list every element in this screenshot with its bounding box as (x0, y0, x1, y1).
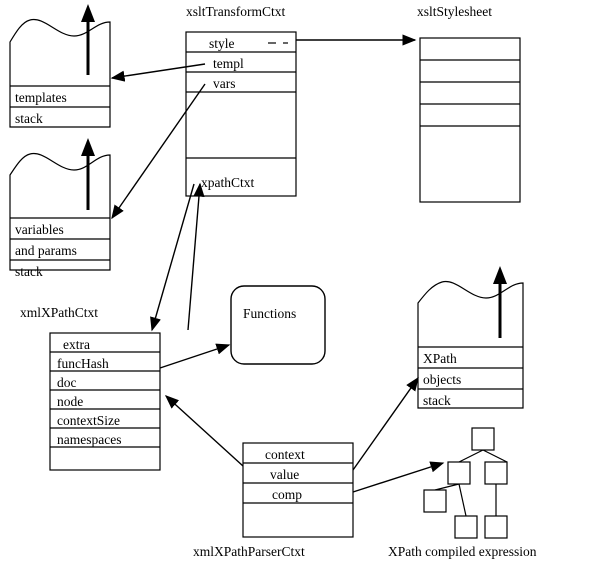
templates-stack-shape (10, 4, 110, 127)
title-xml-xpath-ctxt: xmlXPathCtxt (20, 305, 99, 320)
connector-context-to-xmlxpathctxt (166, 396, 243, 466)
title-xslt-stylesheet: xsltStylesheet (417, 4, 492, 19)
connector-comp-to-tree (353, 463, 443, 492)
xpath-compiled-expression-shape (424, 428, 507, 538)
title-xpath-compiled-expression: XPath compiled expression (388, 544, 537, 559)
xml-xpath-parser-ctxt-row-value: value (270, 467, 300, 482)
xml-xpath-ctxt-row-doc: doc (57, 375, 77, 390)
functions-box-label: Functions (243, 306, 297, 321)
connector-xpathctxt-to-xmlxpathctxt (152, 184, 200, 330)
xslt-transform-ctxt-row-style: style (209, 36, 235, 51)
xml-xpath-ctxt-row-namespaces: namespaces (57, 432, 122, 447)
connector-value-to-xpath-objects-stack (353, 378, 418, 470)
variables-stack-row-and-params: and params (15, 243, 77, 258)
variables-stack-row-stack: stack (15, 264, 43, 279)
xslt-transform-ctxt-row-templ: templ (213, 56, 244, 71)
templates-stack-row-templates: templates (15, 90, 67, 105)
functions-box-shape (231, 286, 325, 364)
xml-xpath-parser-ctxt-row-comp: comp (272, 487, 302, 502)
variables-stack-row-variables: variables (15, 222, 64, 237)
templates-stack-row-stack: stack (15, 111, 43, 126)
xslt-stylesheet-shape (420, 38, 520, 202)
xml-xpath-parser-ctxt-row-context: context (265, 447, 305, 462)
connector-funchash-to-functions (160, 345, 229, 368)
xslt-transform-ctxt-row-xpathctxt: xpathCtxt (201, 175, 255, 190)
xpath-objects-stack-row-stack: stack (423, 393, 451, 408)
xml-xpath-ctxt-row-funchash: funcHash (57, 356, 109, 371)
title-xml-xpath-parser-ctxt: xmlXPathParserCtxt (193, 544, 305, 559)
xml-xpath-ctxt-row-contextsize: contextSize (57, 413, 120, 428)
xml-xpath-ctxt-row-node: node (57, 394, 84, 409)
xpath-objects-stack-row-objects: objects (423, 372, 462, 387)
xpath-objects-stack-row-xpath: XPath (423, 351, 457, 366)
xml-xpath-ctxt-row-extra: extra (63, 337, 90, 352)
xslt-transform-ctxt-row-vars: vars (213, 76, 236, 91)
title-xslt-transform-ctxt: xsltTransformCtxt (186, 4, 286, 19)
